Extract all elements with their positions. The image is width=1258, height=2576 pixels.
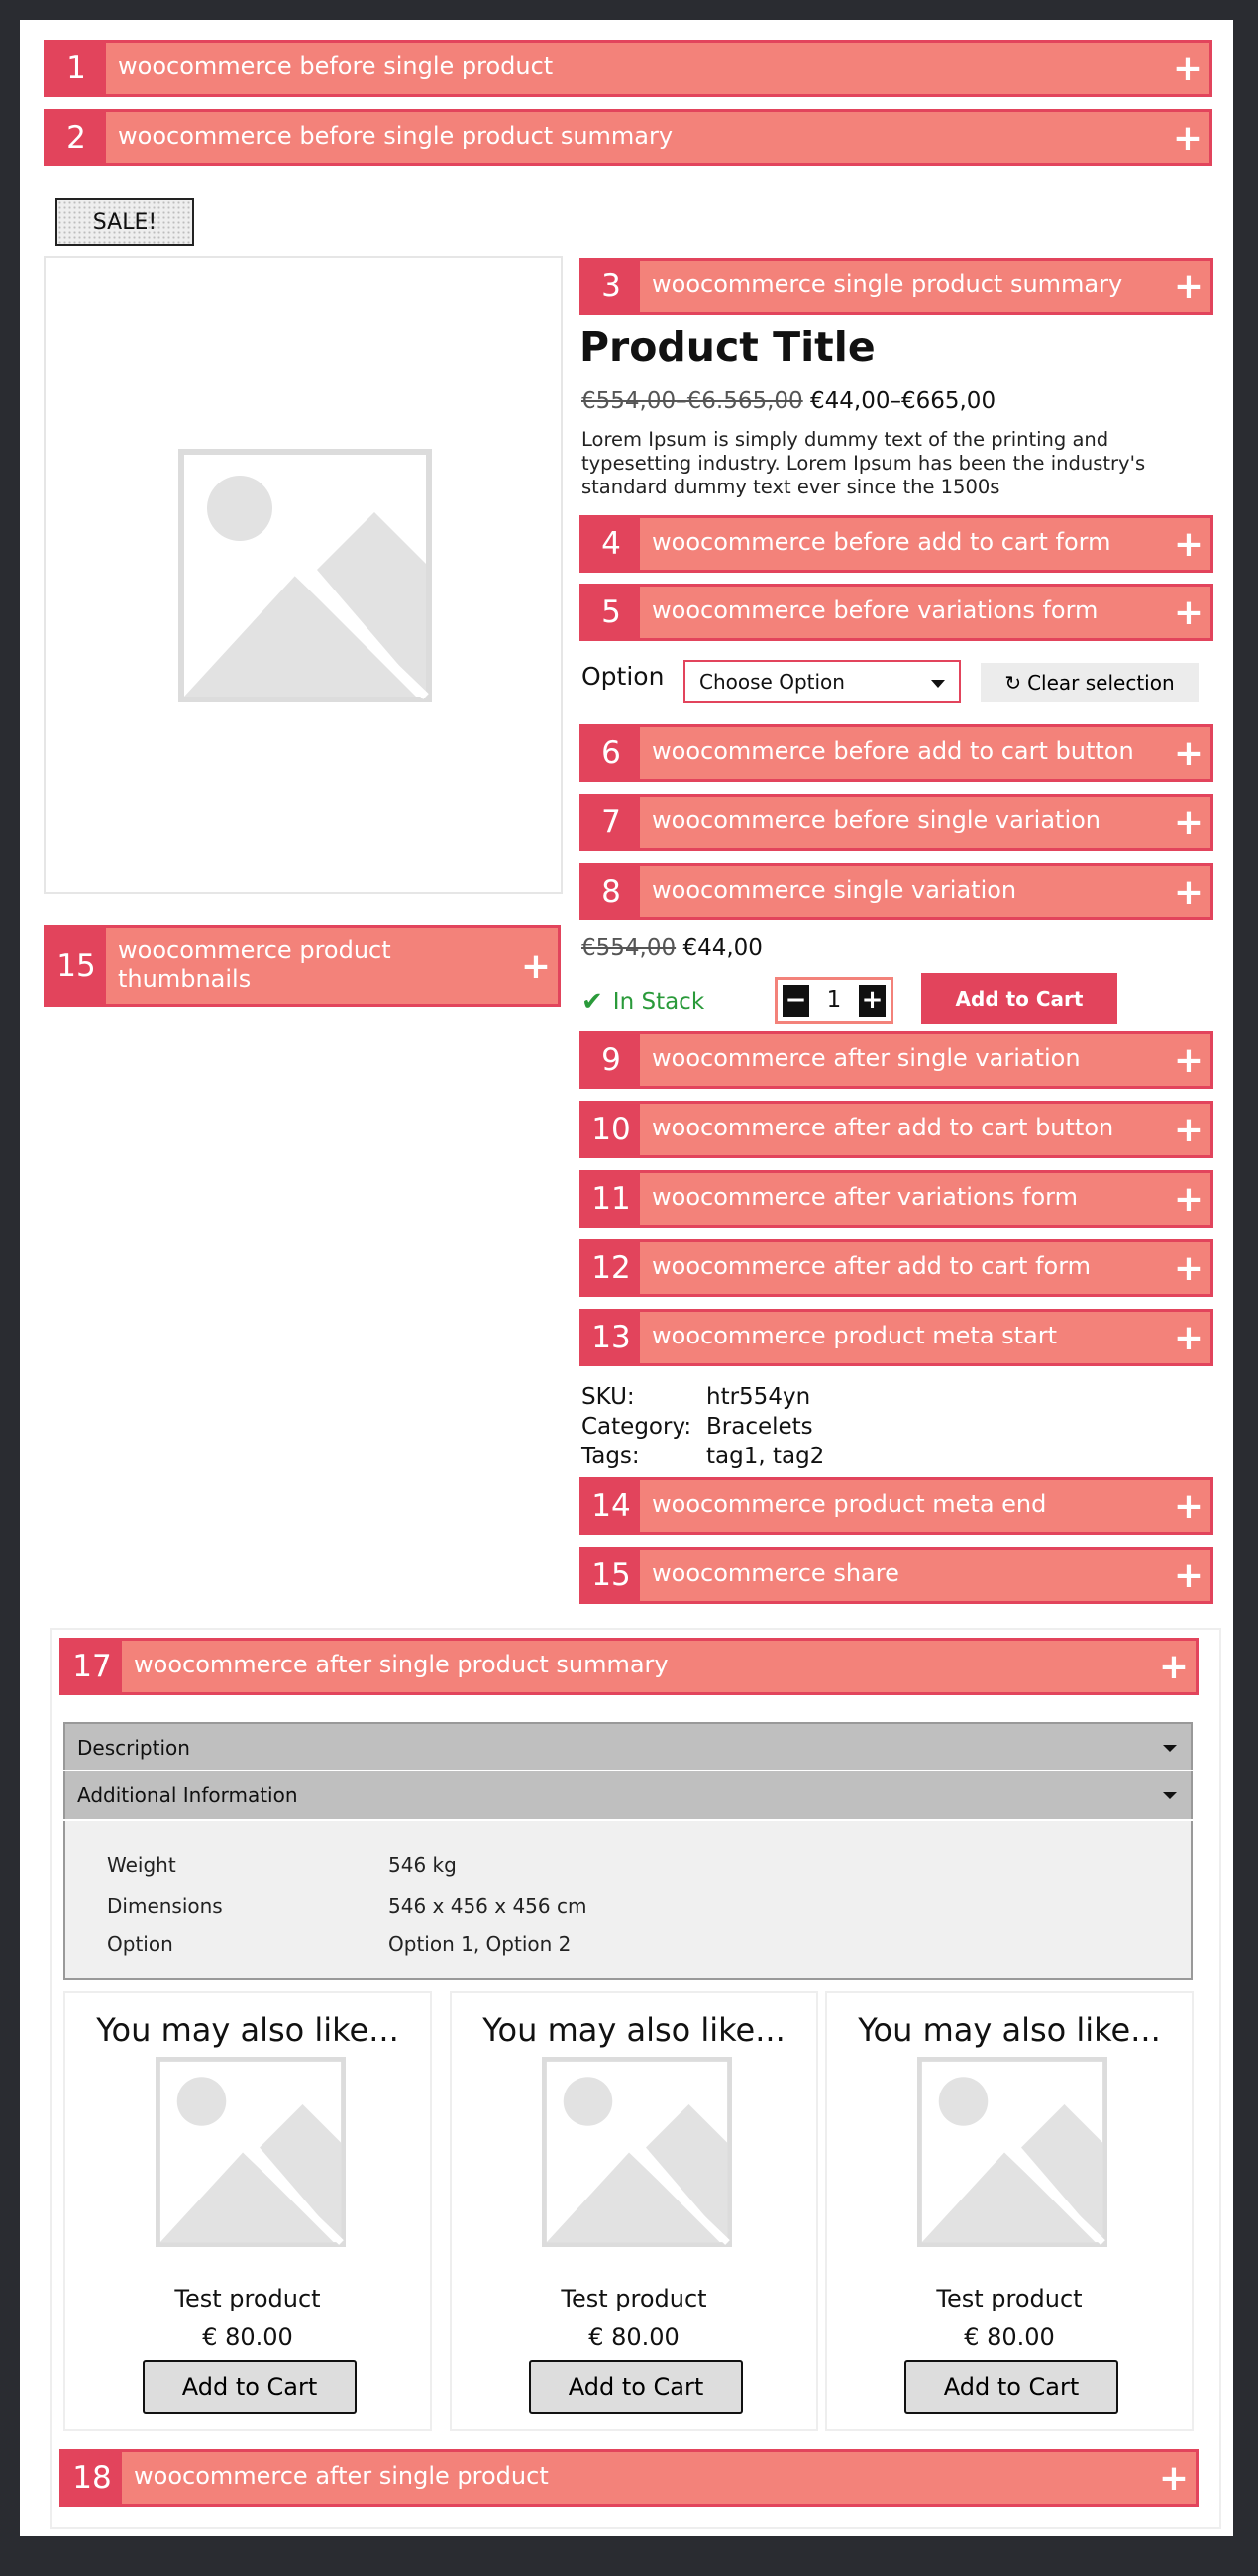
tab-additional-label: Additional Information [77, 1783, 298, 1807]
hook-number: 3 [582, 261, 640, 312]
tab-additional-information[interactable] [63, 1771, 1193, 1819]
hook-label: woocommerce product thumbnails [118, 936, 391, 993]
related-product-card[interactable] [63, 1991, 432, 2431]
hook-after-single-variation[interactable] [579, 1031, 1213, 1089]
related-product-card[interactable] [825, 1991, 1194, 2431]
hook-number: 1 [47, 43, 106, 94]
clear-selection-label: Clear selection [1027, 671, 1175, 695]
tags-links[interactable]: tag1, tag2 [706, 1444, 825, 1469]
related-add-to-cart-button[interactable]: Add to Cart [143, 2360, 357, 2414]
related-product-price: € 80.00 [964, 2323, 1055, 2351]
hook-label: woocommerce after add to cart form [652, 1252, 1092, 1280]
hook-product-thumbnails[interactable] [44, 925, 561, 1007]
option-label: Option [581, 662, 665, 691]
expand-plus-icon[interactable]: + [1173, 1555, 1205, 1596]
minus-icon[interactable]: − [783, 985, 809, 1017]
hook-label: woocommerce single variation [652, 876, 1017, 904]
option-select[interactable] [683, 660, 961, 703]
hook-number: 15 [47, 928, 106, 1004]
expand-plus-icon[interactable]: + [520, 945, 552, 987]
expand-plus-icon[interactable]: + [1173, 591, 1205, 633]
variation-price [581, 935, 763, 961]
hook-number: 4 [582, 518, 640, 570]
meta-key: Category: [581, 1414, 692, 1440]
caret-down-icon [931, 680, 945, 688]
product-meta [581, 1382, 824, 1471]
image-placeholder-icon [156, 2057, 346, 2247]
quantity-stepper[interactable] [775, 977, 893, 1024]
meta-category [581, 1412, 824, 1442]
variation-sale-price: €44,00 [682, 935, 763, 961]
hook-single-variation[interactable] [579, 863, 1213, 920]
expand-plus-icon[interactable]: + [1158, 2457, 1190, 2499]
hook-after-add-to-cart-button[interactable] [579, 1101, 1213, 1158]
related-product-price: € 80.00 [588, 2323, 680, 2351]
hook-label: woocommerce before single variation [652, 806, 1101, 834]
hook-before-single-variation[interactable] [579, 794, 1213, 851]
expand-plus-icon[interactable]: + [1173, 266, 1205, 307]
meta-value: htr554yn [706, 1384, 811, 1410]
hook-label: woocommerce after single product summary [134, 1651, 669, 1678]
image-placeholder-icon [542, 2057, 732, 2247]
sale-badge: SALE! [55, 198, 194, 246]
meta-key: Tags: [581, 1444, 640, 1469]
clear-selection-button[interactable] [981, 663, 1199, 702]
hook-before-variations-form[interactable] [579, 584, 1213, 641]
hook-label: woocommerce after variations form [652, 1183, 1078, 1211]
regular-price: €554,00–€6.565,00 [581, 388, 803, 414]
expand-plus-icon[interactable]: + [1173, 1317, 1205, 1358]
expand-plus-icon[interactable]: + [1158, 1646, 1190, 1687]
hook-number: 17 [62, 1641, 122, 1692]
hook-label: woocommerce single product summary [652, 270, 1123, 298]
hook-label: woocommerce product meta end [652, 1490, 1047, 1518]
hook-number: 8 [582, 866, 640, 917]
expand-plus-icon[interactable]: + [1173, 802, 1205, 843]
check-icon: ✔ [581, 987, 603, 1017]
hook-share[interactable] [579, 1547, 1213, 1604]
hook-after-single-product[interactable] [59, 2449, 1199, 2507]
attr-value: 546 x 456 x 456 cm [388, 1894, 587, 1918]
tab-description-label: Description [77, 1736, 190, 1760]
product-title: Product Title [579, 323, 876, 371]
hook-number: 14 [582, 1480, 640, 1532]
image-placeholder-icon [917, 2057, 1107, 2247]
category-link[interactable]: Bracelets [706, 1414, 813, 1440]
hook-number: 2 [47, 112, 106, 163]
hook-label: woocommerce after single product [134, 2462, 549, 2490]
hook-number: 15 [582, 1550, 640, 1601]
hook-single-product-summary[interactable] [579, 258, 1213, 315]
related-add-to-cart-button[interactable]: Add to Cart [529, 2360, 743, 2414]
tab-description[interactable] [63, 1722, 1193, 1770]
caret-down-icon [1163, 1792, 1177, 1799]
related-heading: You may also like... [482, 2011, 786, 2049]
product-main-image[interactable] [44, 256, 563, 894]
add-to-cart-button[interactable]: Add to Cart [921, 973, 1117, 1024]
expand-plus-icon[interactable]: + [1173, 1247, 1205, 1289]
hook-before-single-product-summary[interactable] [44, 109, 1212, 166]
hook-label: woocommerce before add to cart button [652, 737, 1134, 765]
meta-tags [581, 1442, 824, 1471]
short-description: Lorem Ipsum is simply dummy text of the printing and typesetting industry. Lorem Ipsum has been the industry's standard dummy text ever since the 1500s [581, 428, 1146, 498]
hook-number: 6 [582, 727, 640, 779]
hook-number: 7 [582, 797, 640, 848]
expand-plus-icon[interactable]: + [1173, 1109, 1205, 1150]
related-heading: You may also like... [96, 2011, 399, 2049]
option-select-value: Choose Option [699, 670, 845, 694]
attr-name: Option [107, 1932, 173, 1956]
sale-price: €44,00–€665,00 [809, 388, 996, 414]
hook-label: woocommerce after add to cart button [652, 1114, 1114, 1141]
related-product-name[interactable]: Test product [561, 2285, 707, 2312]
quantity-input[interactable]: 1 [826, 987, 842, 1013]
additional-information-panel [63, 1821, 1193, 1980]
expand-plus-icon[interactable]: + [1173, 1039, 1205, 1081]
variation-regular-price: €554,00 [581, 935, 677, 961]
hook-number: 12 [582, 1242, 640, 1294]
hook-product-meta-start[interactable] [579, 1309, 1213, 1366]
hook-label: woocommerce after single variation [652, 1044, 1081, 1072]
hook-label: woocommerce before add to cart form [652, 528, 1111, 556]
hook-after-variations-form[interactable] [579, 1170, 1213, 1228]
related-product-price: € 80.00 [202, 2323, 293, 2351]
expand-plus-icon[interactable]: + [1173, 523, 1205, 565]
hook-before-add-to-cart-form[interactable] [579, 515, 1213, 573]
attr-value: Option 1, Option 2 [388, 1932, 572, 1956]
attr-name: Weight [107, 1853, 176, 1877]
related-heading: You may also like... [858, 2011, 1161, 2049]
hook-label: woocommerce before single product [118, 53, 554, 80]
price-range [581, 388, 996, 414]
expand-plus-icon[interactable]: + [1173, 1178, 1205, 1220]
hook-number: 18 [62, 2452, 122, 2504]
attr-value: 546 kg [388, 1853, 457, 1877]
attr-name: Dimensions [107, 1894, 223, 1918]
hook-after-single-product-summary[interactable] [59, 1638, 1199, 1695]
expand-plus-icon[interactable]: + [1173, 871, 1205, 912]
hook-after-add-to-cart-form[interactable] [579, 1239, 1213, 1297]
hook-label: woocommerce product meta start [652, 1322, 1058, 1349]
stock-status [581, 987, 704, 1017]
hook-label: woocommerce share [652, 1559, 899, 1587]
hook-before-single-product[interactable] [44, 40, 1212, 97]
expand-plus-icon[interactable]: + [1172, 117, 1204, 159]
hook-product-meta-end[interactable] [579, 1477, 1213, 1535]
meta-key: SKU: [581, 1384, 635, 1410]
product-page [20, 20, 1233, 2536]
hook-number: 10 [582, 1104, 640, 1155]
hook-number: 13 [582, 1312, 640, 1363]
hook-before-add-to-cart-button[interactable] [579, 724, 1213, 782]
expand-plus-icon[interactable]: + [1172, 48, 1204, 89]
image-placeholder-icon [178, 449, 432, 702]
hook-number: 9 [582, 1034, 640, 1086]
stock-label: In Stack [612, 989, 705, 1015]
related-product-name[interactable]: Test product [936, 2285, 1083, 2312]
expand-plus-icon[interactable]: + [1173, 732, 1205, 774]
related-product-name[interactable]: Test product [174, 2285, 321, 2312]
hook-label: woocommerce before single product summary [118, 122, 674, 150]
hook-number: 11 [582, 1173, 640, 1225]
meta-sku [581, 1382, 824, 1412]
related-add-to-cart-button[interactable]: Add to Cart [904, 2360, 1118, 2414]
expand-plus-icon[interactable]: + [1173, 1485, 1205, 1527]
reset-icon: ↻ [1004, 671, 1022, 695]
plus-icon[interactable]: + [859, 985, 886, 1017]
caret-down-icon [1163, 1745, 1177, 1752]
hook-label: woocommerce before variations form [652, 596, 1099, 624]
hook-number: 5 [582, 587, 640, 638]
related-product-card[interactable] [450, 1991, 818, 2431]
